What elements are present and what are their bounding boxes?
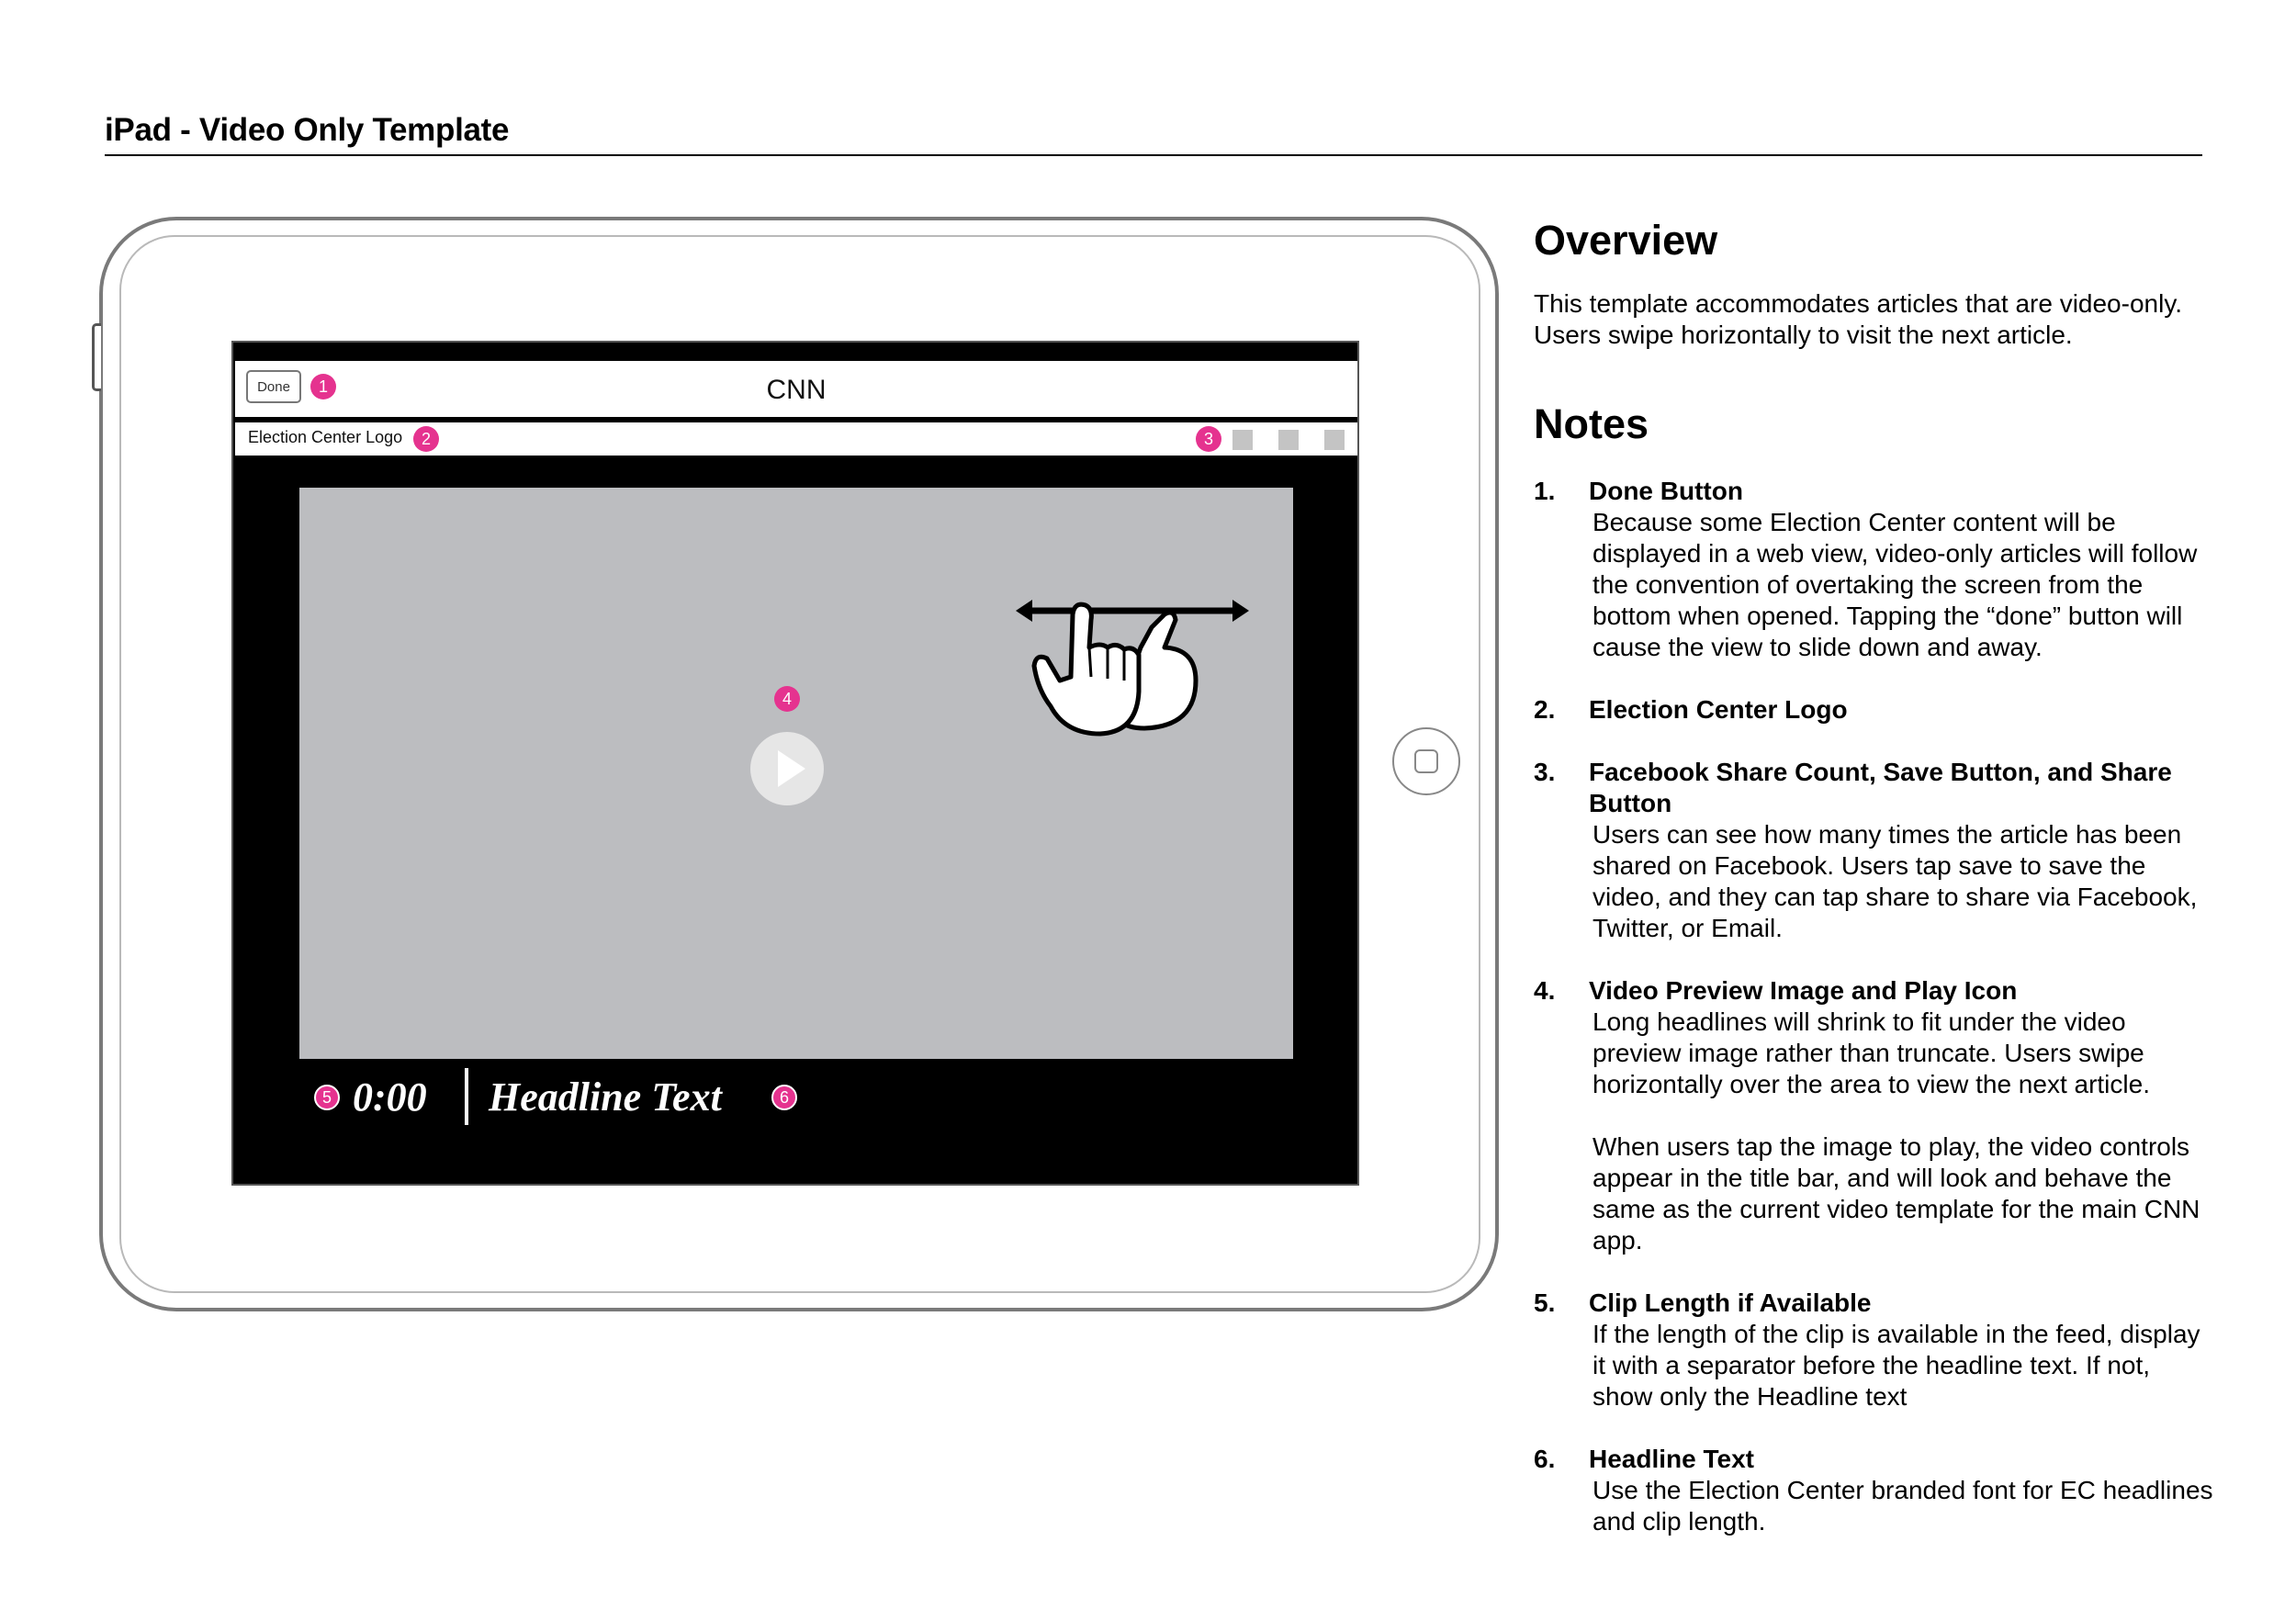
notes-panel bbox=[1534, 215, 2213, 1569]
note-body: Users can see how many times the article has been shared on Facebook. Users tap save to save the video, and they can tap share to share via Facebook, Twitter, or Email. bbox=[1593, 820, 2198, 942]
note-body-continued: When users tap the image to play, the video controls appear in the title bar, and will look and behave the same as the current video template for the main CNN app. bbox=[1593, 1132, 2200, 1255]
note-title: Facebook Share Count, Save Button, and Share Button bbox=[1589, 758, 2172, 817]
note-item bbox=[1534, 1288, 2213, 1412]
share-icon[interactable] bbox=[1324, 430, 1345, 450]
note-body: Long headlines will shrink to fit under the video preview image rather than truncate. Users swipe horizontally over the area to view the next article. bbox=[1593, 1007, 2150, 1098]
note-body: If the length of the clip is available in the feed, display it with a separator before the headline text. If not, show only the Headline text bbox=[1593, 1320, 2200, 1411]
headline-text: Headline Text bbox=[489, 1075, 722, 1120]
title-divider bbox=[105, 154, 2202, 156]
play-button[interactable] bbox=[750, 732, 824, 805]
note-badge-2: 2 bbox=[413, 426, 439, 452]
note-title: Headline Text bbox=[1589, 1445, 1754, 1473]
share-actions bbox=[1232, 430, 1345, 450]
play-icon bbox=[778, 750, 805, 787]
note-number: 4. bbox=[1534, 976, 1556, 1005]
note-badge-4: 4 bbox=[774, 686, 800, 712]
note-number: 3. bbox=[1534, 758, 1556, 786]
note-item bbox=[1534, 694, 2213, 726]
election-center-bar bbox=[235, 422, 1357, 456]
note-number: 5. bbox=[1534, 1288, 1556, 1317]
title-bar bbox=[235, 361, 1357, 420]
video-preview-image[interactable] bbox=[299, 488, 1293, 1059]
note-item bbox=[1534, 1444, 2213, 1537]
note-title: Election Center Logo bbox=[1589, 695, 1848, 724]
save-icon[interactable] bbox=[1278, 430, 1299, 450]
note-badge-5: 5 bbox=[314, 1085, 340, 1110]
note-number: 1. bbox=[1534, 477, 1556, 505]
notes-heading: Notes bbox=[1534, 400, 1649, 447]
note-item bbox=[1534, 476, 2213, 663]
overview-text: This template accommodates articles that are video-only. Users swipe horizontally to visit the next article. bbox=[1534, 289, 2183, 349]
note-body: Because some Election Center content will be displayed in a web view, video-only articles will follow the convention of overtaking the screen from the bottom when opened. Tapping the “done” button will cause the view to slide down and away. bbox=[1593, 508, 2198, 661]
note-item bbox=[1534, 975, 2213, 1256]
ipad-home-button[interactable] bbox=[1392, 727, 1460, 795]
note-body: Use the Election Center branded font for EC headlines and clip length. bbox=[1593, 1476, 2213, 1536]
home-square-icon bbox=[1414, 749, 1438, 773]
note-title: Video Preview Image and Play Icon bbox=[1589, 976, 2018, 1005]
ipad-side-button bbox=[92, 323, 101, 391]
note-number: 2. bbox=[1534, 695, 1556, 724]
note-badge-3: 3 bbox=[1196, 426, 1221, 452]
ipad-screen bbox=[231, 341, 1359, 1186]
facebook-count-icon[interactable] bbox=[1232, 430, 1253, 450]
notes-list bbox=[1534, 476, 2213, 1537]
done-button[interactable]: Done bbox=[246, 370, 301, 403]
page-title: iPad - Video Only Template bbox=[105, 112, 510, 148]
overview-heading: Overview bbox=[1534, 217, 1718, 264]
note-badge-6: 6 bbox=[771, 1085, 797, 1110]
note-item bbox=[1534, 757, 2213, 944]
swipe-gesture-icon bbox=[1016, 589, 1255, 745]
note-number: 6. bbox=[1534, 1445, 1556, 1473]
election-center-logo: Election Center Logo bbox=[248, 428, 403, 446]
clip-length: 0:00 bbox=[353, 1075, 427, 1120]
app-title: CNN bbox=[766, 375, 827, 405]
note-title: Clip Length if Available bbox=[1589, 1288, 1872, 1317]
note-badge-1: 1 bbox=[310, 374, 336, 399]
clip-separator bbox=[465, 1068, 468, 1125]
note-title: Done Button bbox=[1589, 477, 1743, 505]
